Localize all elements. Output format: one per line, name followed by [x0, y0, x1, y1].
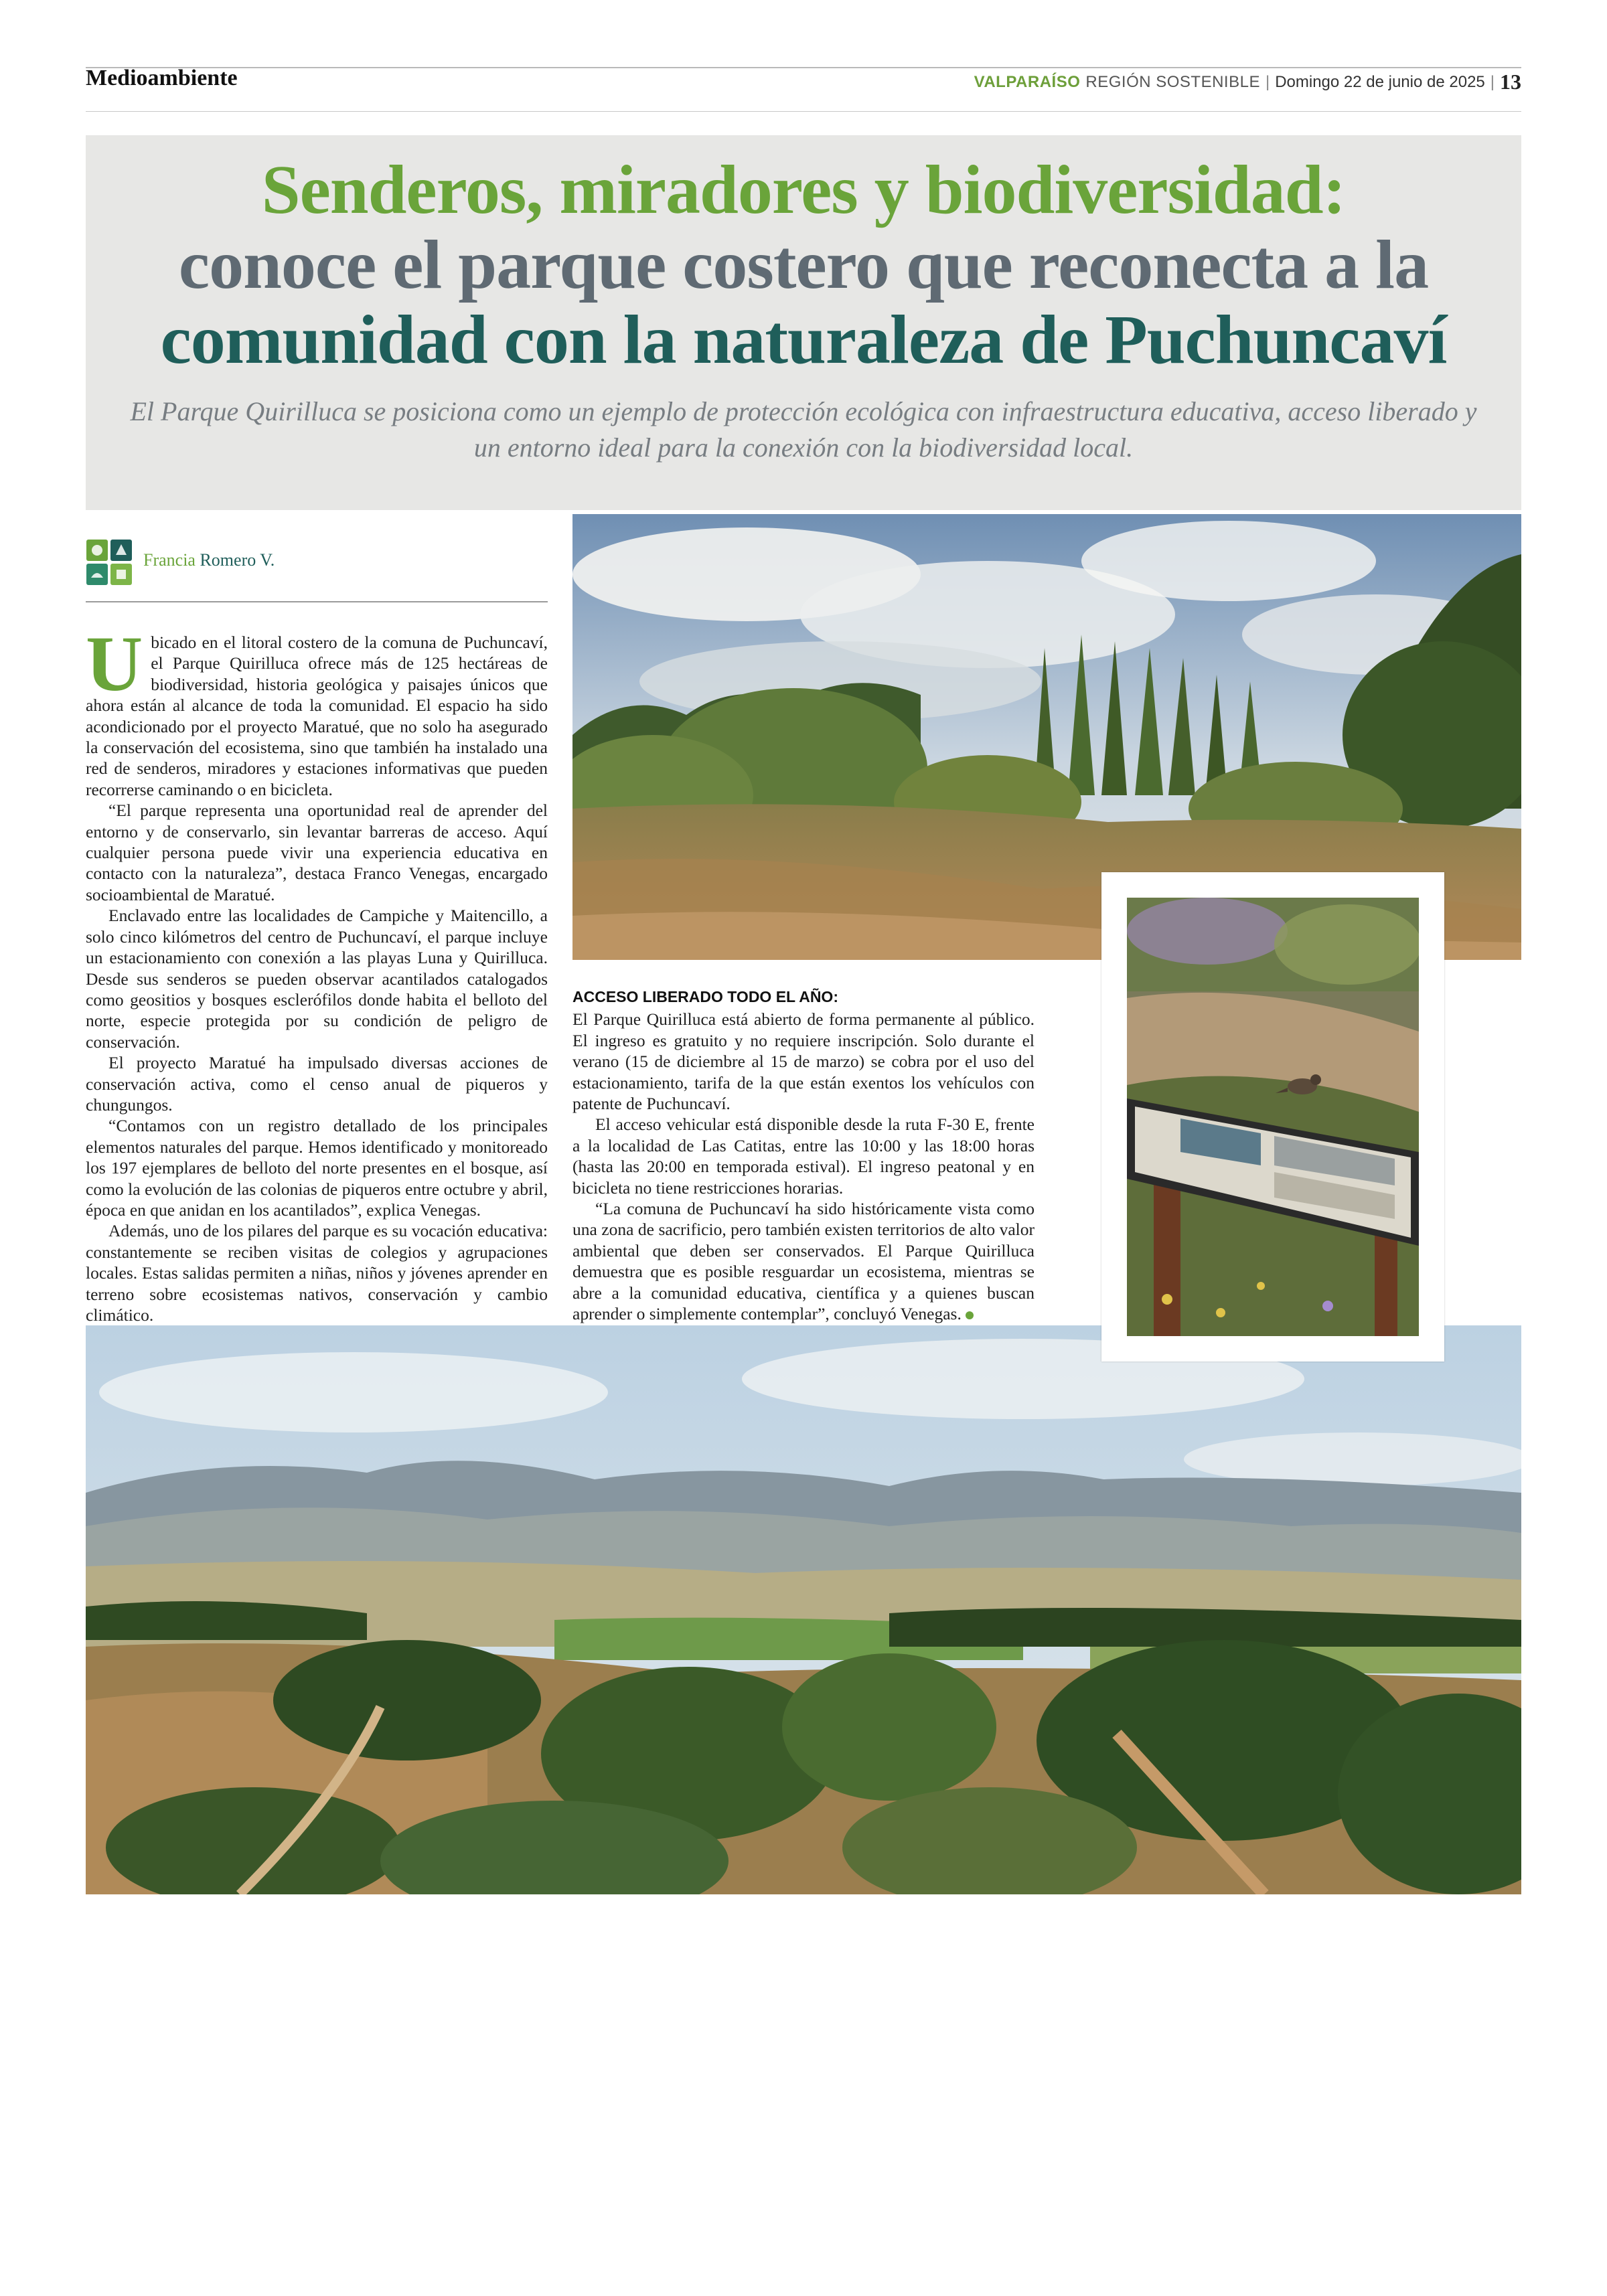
headline-line-2: conoce el parque costero que reconecta a la: [178, 226, 1429, 303]
inset-photo-frame: [1101, 872, 1444, 1362]
drop-cap: U: [86, 620, 143, 708]
byline: [143, 550, 275, 570]
headline-line-1: Senderos, miradores y biodiversidad:: [261, 151, 1346, 228]
deck: El Parque Quirilluca se posiciona como un ejemplo de protección ecológica con infraestructura educativa, acceso liberado y un entorno ideal para la conexión con la biodiversidad local.: [130, 396, 1477, 463]
brand-subtitle: REGIÓN SOSTENIBLE: [1085, 72, 1260, 91]
paragraph-5: “Contamos con un registro detallado de los principales elementos naturales del parque. Hemos identificado y monitoreado los 197 ejemplares de belloto del norte presentes en el bosque, así como la evolución de las colonias de piqueros entre octubre y abril, época en que anidan en los acantilados”, explica Venegas.: [86, 1116, 548, 1220]
issue-date: Domingo 22 de junio de 2025: [1275, 72, 1485, 91]
end-mark-icon: [966, 1311, 974, 1319]
brand-name: VALPARAÍSO: [974, 72, 1081, 91]
paragraph-6: Además, uno de los pilares del parque es su vocación educativa: constantemente se reciben visitas de colegios y agrupaciones locales. Estas salidas permiten a niñas, niños y jóvenes aprender en terreno sobre ecosistemas nativos, conservación y cambio climático.: [86, 1221, 548, 1325]
page-number: 13: [1500, 70, 1521, 94]
headline: [86, 153, 1521, 378]
header-rule: [86, 111, 1521, 112]
author-last-name: Romero V.: [200, 550, 275, 570]
folio-separator: |: [1490, 72, 1495, 91]
subhead-access: ACCESO LIBERADO TODO EL AÑO:: [572, 988, 838, 1005]
article-body-right: [572, 987, 1035, 1325]
folio-separator: |: [1265, 72, 1270, 91]
info-sign-photo: [1127, 898, 1419, 1336]
paragraph-2: “El parque representa una oportunidad real de aprender del entorno y de conservarlo, sin levantar barreras de acceso. Aquí cualquier persona puede vivir una experiencia educativa en contacto con la naturaleza”, destaca Franco Venegas, encargado socioambiental de Maratué.: [86, 801, 548, 904]
access-paragraph-1: El Parque Quirilluca está abierto de forma permanente al público. El ingreso es gratuito y no requiere inscripción. Solo durante el verano (15 de diciembre al 15 de marzo) se cobra por el uso del estacionamiento, tarifa de la que están exentos los vehículos con patente de Puchuncaví.: [572, 1009, 1035, 1114]
access-paragraph-2: El acceso vehicular está disponible desde la ruta F-30 E, frente a la localidad de Las Catitas, entre las 10:00 y las 18:00 horas (hasta las 20:00 en temporada estival). El ingreso peatonal y en bicicleta no tiene restricciones horarias.: [572, 1115, 1035, 1198]
author-first-name: Francia: [143, 550, 196, 570]
title-box: [86, 135, 1521, 510]
maratue-logo: [86, 539, 133, 586]
headline-line-3: comunidad con la naturaleza de Puchuncaví: [160, 301, 1447, 378]
access-paragraph-3-text: “La comuna de Puchuncaví ha sido históricamente vista como una zona de sacrificio, pero también existen territorios de alto valor ambiental que deben ser conservados. El Parque Quirilluca demuestra que es posible resguardar un ecosistema, mientras se abre a la comunidad educativa, científica y a quienes buscan aprender o simplemente contemplar”, concluyó Venegas.: [572, 1199, 1035, 1324]
paragraph-4: El proyecto Maratué ha impulsado diversas acciones de conservación activa, como el censo anual de piqueros y chungungos.: [86, 1053, 548, 1115]
paragraph-1-text: bicado en el litoral costero de la comuna de Puchuncaví, el Parque Quirilluca ofrece más de 125 hectáreas de biodiversidad, historia geológica y paisajes únicos que ahora están al alcance de toda la comunidad. El espacio ha sido acondicionado por el proyecto Maratué, que no solo ha asegurado la conservación del ecosistema, sino que también ha instalado una red de senderos, miradores y estaciones informativas que pueden recorrerse caminando o en bicicleta.: [86, 633, 548, 799]
byline-rule: [86, 601, 548, 602]
paragraph-1: [86, 620, 548, 800]
paragraph-3: Enclavado entre las localidades de Campiche y Maitencillo, a solo cinco kilómetros del centro de Puchuncaví, el parque incluye un estacionamiento con conexión a las playas Luna y Quirilluca. Desde sus senderos se pueden observar acantilados catalogados como geositios y bosques esclerófilos donde habita el belloto del norte, especie protegida por su condición de peligro de conservación.: [86, 906, 548, 1052]
folio: [974, 70, 1521, 94]
top-rule: [86, 67, 1521, 68]
panorama-photo: [86, 1325, 1521, 1894]
access-paragraph-3: [572, 1198, 1035, 1324]
section-name: Medioambiente: [86, 66, 238, 90]
article-body-left: [86, 620, 548, 1325]
